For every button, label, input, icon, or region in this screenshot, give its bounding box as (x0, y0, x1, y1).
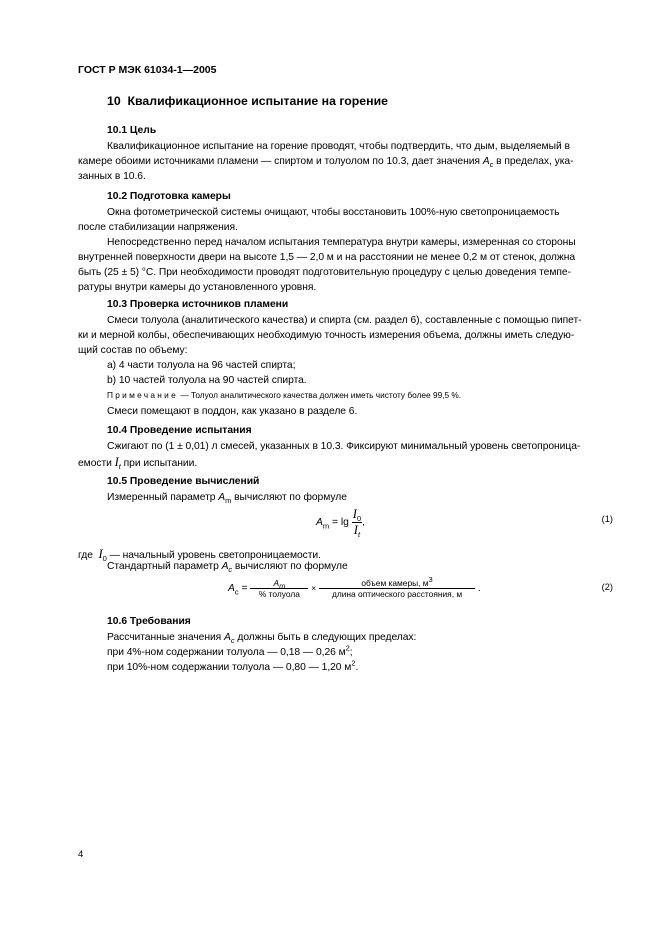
section-title: Квалификационное испытание на горение (127, 94, 388, 108)
subsection-title-10-4: 10.4 Проведение испытания (107, 425, 252, 436)
list-item: а) 4 части толуола на 96 частей спирта; (107, 360, 296, 371)
paragraph-line: быть (25 ± 5) °С. При необходимости проводят подготовительную процедуру с целью доведения темпе- (78, 267, 571, 278)
paragraph-line: щий состав по объему: (78, 345, 188, 356)
paragraph-line: Стандартный параметр $A_c$ вычисляют по формуле (107, 561, 348, 575)
symbol-a: A (482, 156, 490, 167)
paragraph-line: Рассчитанные значения $A_c$ должны быть в следующих пределах: (107, 632, 417, 646)
symbol-a: A (221, 561, 229, 572)
subsection-title-10-2: 10.2 Подготовка камеры (107, 191, 231, 202)
equation-2-fraction-2: $\frac{объем камеры, м^3}{\text{длина оптического расстояния, м}}$ (319, 578, 475, 599)
equation-1-fraction: $\frac{I_0}{I_t}$ (352, 507, 362, 540)
paragraph-line: Окна фотометрической системы очищают, чтобы восстановить 100%-ную светопроницаемость (107, 207, 560, 218)
section-number: 10 (107, 94, 121, 108)
symbol-i: I (114, 455, 119, 469)
note-label: Примечание (107, 390, 179, 400)
paragraph-line: Смеси толуола (аналитического качества) и спирта (см. раздел 6), составленные с помощью пипет- (107, 315, 582, 326)
subsection-title-10-3: 10.3 Проверка источников пламени (107, 299, 289, 310)
section-heading (107, 94, 388, 108)
paragraph-line: занных в 10.6. (78, 171, 146, 182)
document-header: ГОСТ Р МЭК 61034-1—2005 (78, 64, 217, 76)
where-clause: где $I_0$ — начальный уровень светопроницаемости. (78, 547, 321, 564)
subsection-title-10-5: 10.5 Проведение вычислений (107, 476, 260, 487)
equation-2: $A_c$ = $\frac{A_m}{\text{\% толуола}}$ × $\frac{объем камеры, м^3}{\text{длина оптического расстояния, м}}$ . (228, 575, 481, 599)
requirement-line: при 4%-ном содержании толуола — 0,18 — 0,26 $м^2$; (107, 643, 353, 658)
list-item: b) 10 частей толуола на 90 частей спирта. (107, 375, 307, 386)
paragraph-line: Сжигают по (1 ± 0,01) л смесей, указанных в 10.3. Фиксируют минимальный уровень светопроница- (107, 441, 581, 452)
equation-2-fraction-1: $\frac{A_m}{\text{\% толуола}}$ (250, 578, 308, 599)
subsection-title-10-1: 10.1 Цель (107, 125, 157, 136)
equation-number-1: (1) (601, 514, 613, 524)
symbol-a: A (224, 632, 231, 643)
subsection-title-10-6: 10.6 Требования (107, 616, 191, 627)
paragraph-line: камере обоими источниками пламени — спиртом и толуолом по 10.3, дает значения $A_c$ в пределах, ука- (78, 156, 574, 170)
paragraph-line: емости $I_t$ при испытании. (78, 455, 198, 472)
equation-1: $A_m = \lg$ $\frac{I_0}{I_t}$ , (316, 507, 365, 540)
note (107, 390, 461, 400)
paragraph-line: ки и мерной колбы, обеспечивающих необходимую точность измерения объема, должны иметь следую- (78, 330, 575, 341)
note-text: — Толуол аналитического качества должен иметь чистоту более 99,5 %. (178, 390, 462, 400)
paragraph-line: ратуры внутри камеры до установленного уровня. (78, 282, 317, 293)
paragraph-line: Смеси помещают в поддон, как указано в разделе 6. (107, 406, 358, 417)
paragraph-line: Непосредственно перед началом испытания температура внутри камеры, измеренная со стороны (107, 237, 576, 248)
paragraph-line: внутренней поверхности двери на высоте 1,5 — 2,0 м и на расстоянии не менее 0,2 м от стенок, должна (78, 252, 576, 263)
page-number: 4 (78, 849, 84, 860)
requirement-line: при 10%-ном содержании толуола — 0,80 — 1,20 $м^2$. (107, 658, 359, 673)
equation-number-2: (2) (601, 582, 613, 592)
paragraph-line: Квалификационное испытание на горение проводят, чтобы подтвердить, что дым, выделяемый в (107, 141, 570, 152)
paragraph-line: после стабилизации напряжения. (78, 222, 238, 233)
symbol-a: A (218, 492, 226, 503)
paragraph-line: Измеренный параметр $A_m$ вычисляют по формуле (107, 492, 347, 506)
